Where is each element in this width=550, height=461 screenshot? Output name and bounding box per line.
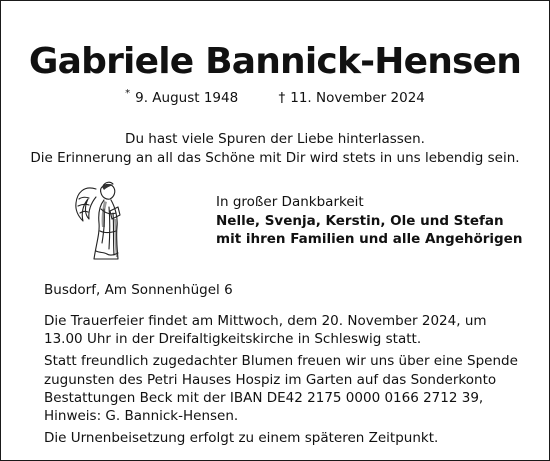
deceased-name: Gabriele Bannick-Hensen — [28, 41, 522, 82]
urn-burial-paragraph: Die Urnenbeisetzung erfolgt zu einem späteren Zeitpunkt. — [44, 430, 439, 447]
gratitude-line: In großer Dankbarkeit — [216, 194, 364, 210]
funeral-service-paragraph: Die Trauerfeier findet am Mittwoch, dem 20. November 2024, um 13.00 Uhr in der Dreifaltigkeitskirche in Schleswig statt. — [44, 313, 487, 348]
quote-line-2: Die Erinnerung an all das Schöne mit Dir wird stets in uns lebendig sein. — [30, 150, 520, 166]
mourners-block — [216, 193, 522, 249]
death-date-group — [278, 90, 424, 106]
quote-line-1: Du hast viele Spuren der Liebe hinterlassen. — [125, 131, 425, 147]
birth-date: 9. August 1948 — [135, 90, 239, 106]
death-symbol: † — [278, 90, 286, 106]
birth-date-group — [125, 90, 238, 106]
family-address: Busdorf, Am Sonnenhügel 6 — [44, 282, 233, 298]
angel-icon — [74, 179, 136, 263]
life-dates — [1, 90, 549, 106]
mourner-names: Nelle, Svenja, Kerstin, Ole und Stefan — [216, 212, 504, 229]
notice-body — [44, 312, 524, 451]
donation-paragraph: Statt freundlich zugedachter Blumen freuen wir uns über eine Spende zugunsten des Petri Hauses Hospiz im Garten auf das Sonderkonto Bestattungen Beck mit der IBAN DE42 2175 0000 0166 2712 39, Hinweis: G. Bannick-Hensen. — [44, 353, 518, 425]
mourner-families: mit ihren Familien und alle Angehörigen — [216, 231, 523, 247]
death-date: 11. November 2024 — [290, 90, 425, 106]
birth-symbol: * — [125, 88, 131, 99]
memorial-quote — [1, 130, 549, 168]
